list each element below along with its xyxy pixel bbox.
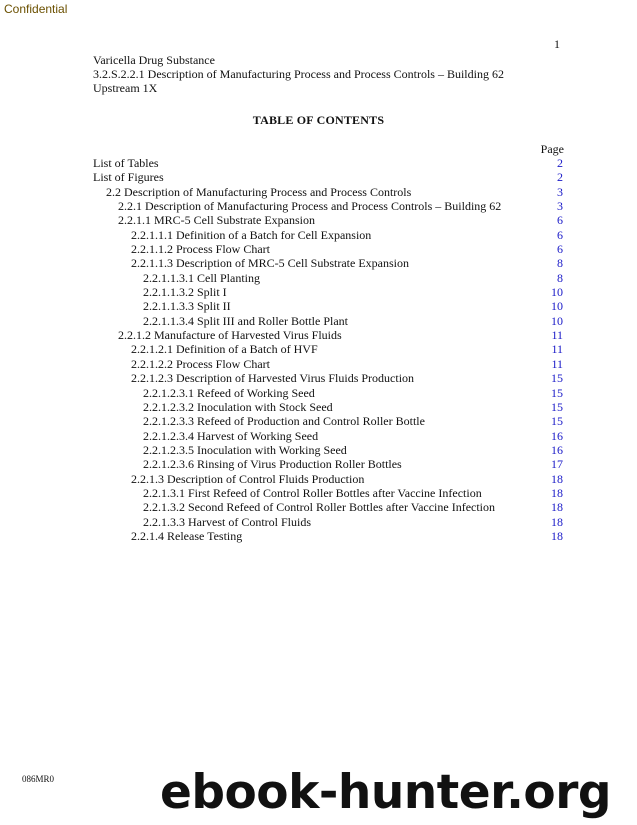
toc-entry[interactable] [93, 371, 563, 385]
toc-entry[interactable] [93, 457, 563, 471]
watermark-logo: ebook-hunter.org [160, 765, 612, 820]
toc-entry[interactable] [93, 414, 563, 428]
toc-entry[interactable] [93, 228, 563, 242]
toc-entry-title: 2.2.1.2.3.1 Refeed of Working Seed [143, 385, 315, 400]
toc-entry[interactable] [93, 285, 563, 299]
table-of-contents [93, 156, 563, 543]
toc-page-link[interactable]: 6 [557, 227, 563, 242]
toc-page-link[interactable]: 18 [551, 514, 563, 529]
toc-page-link[interactable]: 15 [551, 371, 563, 386]
toc-entry[interactable] [93, 342, 563, 356]
page-column-label: Page [540, 142, 564, 156]
toc-page-link[interactable]: 10 [551, 285, 563, 300]
toc-entry[interactable] [93, 271, 563, 285]
toc-title: TABLE OF CONTENTS [252, 113, 385, 127]
toc-entry[interactable] [93, 170, 563, 184]
toc-entry-title: 2.2.1.2 Manufacture of Harvested Virus Fluids [118, 328, 342, 343]
toc-page-link[interactable]: 15 [551, 414, 563, 429]
toc-entry[interactable] [93, 242, 563, 256]
toc-page-link[interactable]: 15 [551, 385, 563, 400]
toc-entry[interactable] [93, 472, 563, 486]
toc-entry[interactable] [93, 443, 563, 457]
toc-entry-title: 2.2.1.1.1 Definition of a Batch for Cell Expansion [131, 227, 372, 242]
confidential-label: Confidential [4, 2, 68, 16]
toc-page-link[interactable]: 2 [557, 156, 563, 170]
toc-entry[interactable] [93, 185, 563, 199]
header-line-3: Upstream 1X [93, 81, 158, 95]
toc-entry[interactable] [93, 515, 563, 529]
toc-page-link[interactable]: 18 [551, 528, 563, 543]
toc-entry-title: 2.2.1.2.2 Process Flow Chart [131, 356, 270, 371]
toc-entry-title: 2.2.1.2.3.6 Rinsing of Virus Production Roller Bottles [143, 457, 402, 472]
toc-entry[interactable] [93, 486, 563, 500]
toc-page-link[interactable]: 15 [551, 399, 563, 414]
toc-entry[interactable] [93, 299, 563, 313]
toc-entry[interactable] [93, 256, 563, 270]
toc-entry[interactable] [93, 386, 563, 400]
toc-entry[interactable] [93, 400, 563, 414]
toc-entry-title: 2.2.1.4 Release Testing [131, 528, 243, 543]
toc-entry-title: 2.2.1.1.3.4 Split III and Roller Bottle Plant [143, 313, 348, 328]
toc-page-link[interactable]: 11 [551, 342, 563, 357]
toc-entry-title: 2.2.1.3.1 First Refeed of Control Roller Bottles after Vaccine Infection [143, 485, 482, 500]
toc-entry-title: 2.2.1.3 Description of Control Fluids Production [131, 471, 365, 486]
toc-page-link[interactable]: 6 [557, 242, 563, 257]
toc-entry-title: 2.2.1.1.3.3 Split II [143, 299, 231, 314]
toc-entry[interactable] [93, 529, 563, 543]
document-header [93, 53, 573, 95]
toc-entry[interactable] [93, 314, 563, 328]
toc-entry-title: List of Tables [93, 156, 159, 170]
toc-entry-title: 2.2.1.1 MRC-5 Cell Substrate Expansion [118, 213, 315, 228]
footer-code: 086MR0 [22, 774, 55, 784]
toc-page-link[interactable]: 3 [557, 199, 563, 214]
toc-page-link[interactable]: 11 [551, 356, 563, 371]
page-number: 1 [554, 37, 560, 51]
toc-entry[interactable] [93, 213, 563, 227]
toc-page-link[interactable]: 16 [551, 428, 563, 443]
toc-page-link[interactable]: 2 [557, 170, 563, 185]
header-line-1: Varicella Drug Substance [93, 53, 215, 67]
toc-entry[interactable] [93, 429, 563, 443]
toc-entry-title: 2.2.1.3.2 Second Refeed of Control Roller Bottles after Vaccine Infection [143, 500, 496, 515]
toc-page-link[interactable]: 16 [551, 442, 563, 457]
toc-page-link[interactable]: 11 [551, 328, 563, 343]
toc-entry[interactable] [93, 328, 563, 342]
toc-entry-title: 2.2.1.2.3.5 Inoculation with Working Seed [143, 442, 347, 457]
toc-page-link[interactable]: 3 [557, 184, 563, 199]
header-line-2: 3.2.S.2.2.1 Description of Manufacturing Process and Process Controls – Building 62 [93, 67, 504, 81]
toc-entry-title: 2.2 Description of Manufacturing Process and Process Controls [106, 184, 412, 199]
toc-page-link[interactable]: 6 [557, 213, 563, 228]
toc-page-link[interactable]: 18 [551, 485, 563, 500]
toc-entry-title: List of Figures [93, 170, 164, 185]
toc-entry-title: 2.2.1.1.3.2 Split I [143, 285, 227, 300]
toc-entry-title: 2.2.1.3.3 Harvest of Control Fluids [143, 514, 311, 529]
toc-entry[interactable] [93, 357, 563, 371]
toc-entry-title: 2.2.1.1.2 Process Flow Chart [131, 242, 270, 257]
toc-page-link[interactable]: 8 [557, 270, 563, 285]
toc-entry-title: 2.2.1.2.3 Description of Harvested Virus Fluids Production [131, 371, 415, 386]
toc-page-link[interactable]: 10 [551, 313, 563, 328]
toc-page-link[interactable]: 8 [557, 256, 563, 271]
toc-entry[interactable] [93, 199, 563, 213]
toc-entry-title: 2.2.1.1.3 Description of MRC-5 Cell Substrate Expansion [131, 256, 409, 271]
toc-entry[interactable] [93, 156, 563, 170]
toc-entry-title: 2.2.1.2.3.3 Refeed of Production and Control Roller Bottle [143, 414, 425, 429]
toc-entry-title: 2.2.1 Description of Manufacturing Process and Process Controls – Building 62 [118, 199, 502, 214]
toc-page-link[interactable]: 17 [551, 457, 563, 472]
toc-entry-title: 2.2.1.2.3.4 Harvest of Working Seed [143, 428, 319, 443]
toc-page-link[interactable]: 18 [551, 500, 563, 515]
toc-entry-title: 2.2.1.1.3.1 Cell Planting [143, 270, 260, 285]
toc-page-link[interactable]: 10 [551, 299, 563, 314]
toc-entry[interactable] [93, 500, 563, 514]
toc-entry-title: 2.2.1.2.1 Definition of a Batch of HVF [131, 342, 318, 357]
toc-entry-title: 2.2.1.2.3.2 Inoculation with Stock Seed [143, 399, 333, 414]
toc-page-link[interactable]: 18 [551, 471, 563, 486]
